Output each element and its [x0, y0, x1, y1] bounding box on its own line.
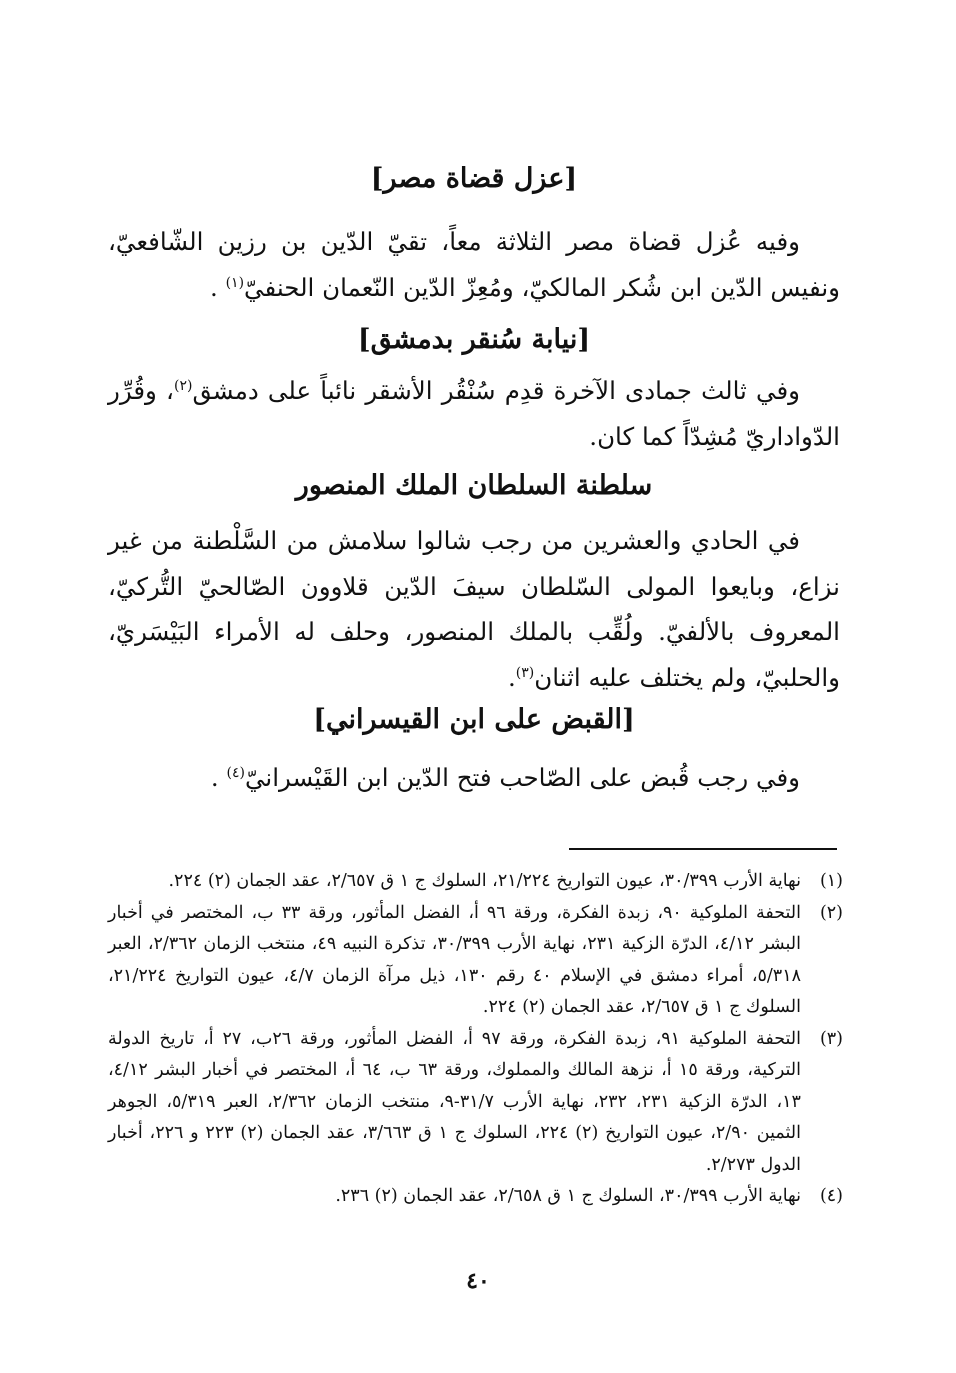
footnote-number: (١)	[819, 871, 843, 891]
page-number: ٤٠	[466, 1268, 490, 1294]
paragraph-sunqur-deputyship	[108, 368, 840, 459]
footnote-number: (٤)	[819, 1186, 843, 1206]
paragraph-ending: .	[507, 662, 516, 692]
footnote-text: نهاية الأرب ٣٠/٣٩٩، عيون التواريخ ٢١/٢٢٤، السلوك ج ١ ق ٢/٦٥٧، عقد الجمان (٢) ٢٢٤.	[168, 871, 801, 891]
footnote-item	[108, 1181, 843, 1213]
heading-text: [نيابة سُنقر بدمشق]	[357, 324, 591, 355]
footnotes	[108, 866, 843, 1213]
paragraph-arrest-qaysarani	[108, 755, 840, 801]
paragraph-text-after: ، وقُرِّر الدّواداريّ مُشِدّاً كما كان.	[108, 376, 840, 451]
heading-text: [القبض على ابن القيسراني]	[313, 704, 635, 735]
footnote-reference[interactable]: (٢)	[173, 377, 193, 394]
footnote-text: التحفة الملوكية ٩١، زبدة الفكرة، ورقة ٩٧ أ، الفضل المأثور، ورقة ٢٦ب، ٢٧ أ، تاريخ الدولة التركية، ورقة ١٥ أ، نزهة المالك والمملوك، ورقة ٦٣ ب، ٦٤ أ، المختصر في أخبار البشر ٤/١٢، ١٣، الدرّة الزكية ٢٣١، ٢٣٢، نهاية الأرب ٣١/٧-٩، منتخب الزمان ٢/٣٦٢، العبر ٥/٣١٩، الجوهر الثمين ٢/٩٠، عيون التواريخ (٢) ٢٢٤، السلوك ج ١ ق ٣/٦٦٣، عقد الجمان (٢) ٢٢٣ و ٢٢٦، أخبار الدول ٢/٢٧٣.	[108, 1028, 801, 1175]
footnote-item	[108, 866, 843, 898]
paragraph-ending: .	[210, 272, 226, 302]
footnote-separator	[569, 848, 837, 850]
footnote-item	[108, 898, 843, 1024]
paragraph-text: في الحادي والعشرين من رجب شالوا سلامش من السَّلْطنة من غير نزاع، وبايعوا المولى السّلطان سيفَ الدّين قلاوون الصّالحيّ التُّركيّ، المعروف بالألفيّ. ولُقِّب بالملك المنصور، وحلف له الأمراء البَيْسَريّ، والحلبيّ، ولم يختلف عليه اثنان	[108, 526, 840, 692]
footnote-text: نهاية الأرب ٣٠/٣٩٩، السلوك ج ١ ق ٢/٦٥٨، عقد الجمان (٢) ٢٣٦.	[335, 1186, 801, 1206]
heading-text: [عزل قضاة مصر]	[370, 163, 578, 194]
section-heading-sunqur-deputyship	[108, 323, 840, 357]
footnote-number: (٣)	[819, 1028, 843, 1049]
section-heading-judges-dismissal	[108, 162, 840, 196]
footnote-reference[interactable]: (٤)	[226, 764, 245, 781]
section-heading-arrest-qaysarani	[108, 703, 840, 737]
section-heading-mansur-sultanate	[108, 469, 840, 503]
paragraph-text: وفيه عُزل قضاة مصر الثلاثة معاً، تقيّ الدّين بن رزين الشّافعيّ، ونفيس الدّين ابن شُكر المالكيّ، ومُعِزّ الدّين النّعمان الحنفيّ	[108, 227, 840, 302]
footnote-item	[108, 1024, 843, 1182]
footnote-number: (٢)	[819, 902, 843, 923]
paragraph-text: وفي رجب قُبض على الصّاحب فتح الدّين ابن القَيْسرانيّ	[244, 763, 800, 792]
paragraph-text-before: وفي ثالث جمادى الآخرة قدِم سُنْقُر الأشقر نائباً على دمشق	[192, 376, 800, 405]
paragraph-mansur-sultanate	[108, 518, 840, 700]
footnote-reference[interactable]: (١)	[225, 274, 245, 291]
footnote-reference[interactable]: (٣)	[515, 664, 535, 681]
footnote-text: التحفة الملوكية ٩٠، زبدة الفكرة، ورقة ٩٦ أ، الفضل المأثور، ورقة ٣٣ ب، المختصر في أخبار البشر ٤/١٢، الدرّة الزكية ٢٣١، نهاية الأرب ٣٠/٣٩٩، تذكرة النبيه ٤٩، منتخب الزمان ٢/٣٦٢، العبر ٥/٣١٨، أمراء دمشق في الإسلام ٤٠ رقم ١٣٠، ذيل مرآة الزمان ٤/٧، عيون التواريخ ٢١/٢٢٤، السلوك ج ١ ق ٢/٦٥٧، عقد الجمان (٢) ٢٢٤.	[108, 902, 801, 1017]
heading-text: سلطنة السلطان الملك المنصور	[295, 470, 653, 501]
paragraph-judges-dismissal	[108, 219, 840, 310]
paragraph-ending: .	[210, 763, 227, 792]
